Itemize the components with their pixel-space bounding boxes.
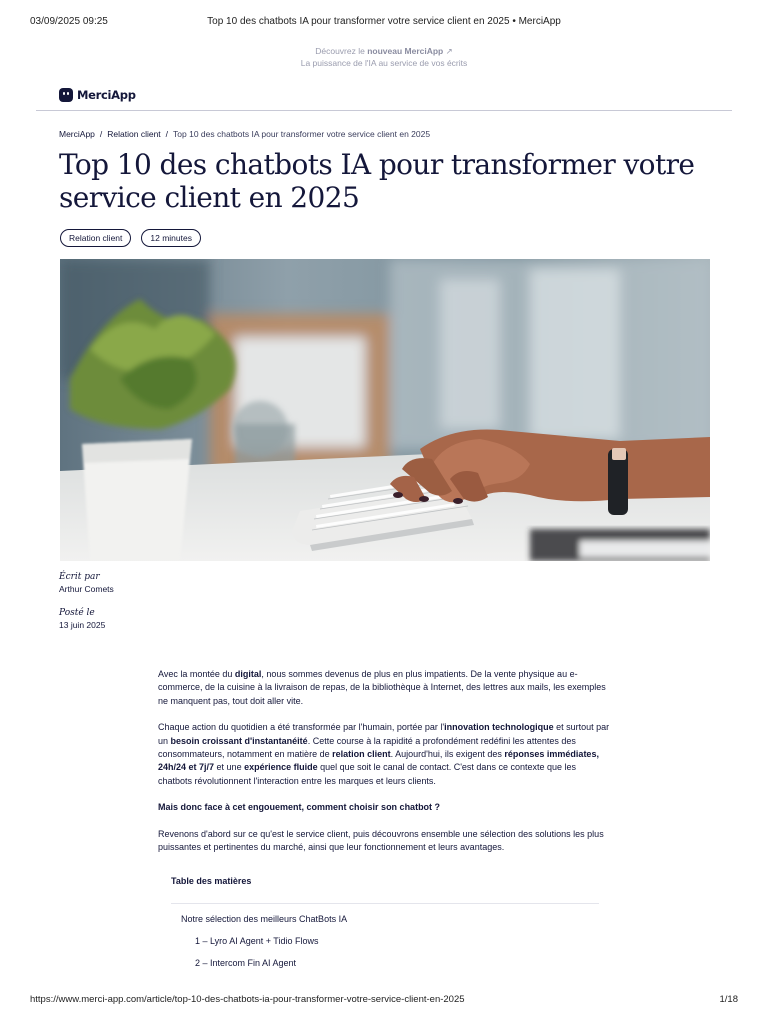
- body-text: quel que soit le canal de contact. C'est dans ce contexte que les chatbots révolutionnent l'interaction entre les marques et leurs clients.: [158, 762, 576, 786]
- emphasis-text: besoin croissant d'instantanéité: [170, 735, 308, 746]
- author-label: Écrit par: [59, 572, 100, 582]
- print-page-title: Top 10 des chatbots IA pour transformer votre service client en 2025 • MerciApp: [207, 16, 561, 27]
- merciapp-logo[interactable]: [59, 88, 136, 102]
- paragraph-2: [158, 721, 612, 788]
- promo-tagline: La puissance de l'IA au service de vos écrits: [300, 58, 468, 68]
- paragraph-1: [158, 668, 612, 708]
- body-text: . Cette course à la rapidité a profondément redéfini les attentes des consommateurs, notamment en matière de: [158, 735, 576, 760]
- body-text: et une: [214, 762, 245, 773]
- print-datetime: 03/09/2025 09:25: [30, 16, 108, 27]
- body-text: . Aujourd'hui, ils exigent des: [390, 749, 505, 760]
- article-body: [158, 668, 612, 867]
- author-block: [59, 572, 114, 594]
- tag-reading-time: 12 minutes: [141, 229, 201, 247]
- logo-text: MerciApp: [77, 88, 136, 102]
- toc-item-2[interactable]: 2 – Intercom Fin AI Agent: [195, 958, 297, 968]
- post-date: 13 juin 2025: [59, 620, 106, 630]
- smiley-logo-icon: [59, 88, 73, 102]
- header-divider: [36, 110, 732, 111]
- breadcrumb-separator: /: [99, 129, 103, 139]
- body-text: et surtout par un: [158, 722, 610, 746]
- toc-item-1[interactable]: 1 – Lyro AI Agent + Tidio Flows: [195, 936, 319, 946]
- breadcrumb-current: Top 10 des chatbots IA pour transformer votre service client en 2025: [173, 129, 431, 139]
- breadcrumb-category[interactable]: Relation client: [107, 129, 161, 139]
- toc-title: Table des matières: [171, 876, 252, 886]
- body-text: Avec la montée du: [158, 669, 235, 679]
- toc-divider: [171, 903, 599, 904]
- article-tags: [60, 229, 201, 247]
- table-of-contents: [171, 876, 599, 968]
- breadcrumb: [59, 129, 430, 139]
- date-label: Posté le: [59, 608, 95, 618]
- promo-link[interactable]: nouveau MerciApp: [367, 46, 444, 56]
- emphasis-text: réponses immédiates, 24h/24 et 7j/7: [158, 749, 599, 773]
- emphasis-text: digital: [234, 669, 262, 679]
- hero-image: [60, 259, 710, 561]
- tag-category[interactable]: Relation client: [60, 229, 131, 247]
- paragraph-3: [158, 801, 612, 814]
- author-name: Arthur Comets: [59, 584, 114, 594]
- emphasis-text: innovation technologique: [444, 722, 554, 733]
- page-number: 1/18: [719, 994, 738, 1005]
- typing-on-keyboard-photo: [60, 259, 710, 561]
- emphasis-text: Mais donc face à cet engouement, comment choisir son chatbot ?: [158, 802, 441, 813]
- promo-prefix: Découvrez le: [315, 46, 368, 56]
- breadcrumb-home[interactable]: MerciApp: [59, 129, 95, 139]
- page-title: Top 10 des chatbots IA pour transformer votre service client en 2025: [59, 148, 695, 214]
- print-footer: [30, 994, 738, 1006]
- toc-section-link[interactable]: Notre sélection des meilleurs ChatBots IA: [181, 914, 348, 924]
- breadcrumb-separator: /: [165, 129, 169, 139]
- emphasis-text: relation client: [332, 749, 391, 760]
- body-text: Chaque action du quotidien a été transformée par l'humain, portée par l': [158, 722, 445, 733]
- external-link-icon: ↗: [445, 46, 453, 56]
- emphasis-text: expérience fluide: [244, 762, 318, 773]
- date-block: [59, 608, 105, 630]
- page-url: https://www.merci-app.com/article/top-10-des-chatbots-ia-pour-transformer-votre-service-client-en-2025: [30, 994, 465, 1005]
- print-header: [30, 16, 738, 32]
- body-text: Revenons d'abord sur ce qu'est le service client, puis découvrons ensemble une sélection des solutions les plus puissantes et pertinentes du marché, ainsi que leur fonctionnement et leurs avantages.: [158, 828, 604, 853]
- body-text: , nous sommes devenus de plus en plus impatients. De la vente physique au e-commerce, de la cuisine à la livraison de repas, de la bibliothèque à Internet, des lettres aux mails, les exemples ne manquent pas, tout doit aller vite.: [158, 669, 606, 706]
- paragraph-4: [158, 828, 612, 855]
- promo-banner[interactable]: [0, 45, 768, 69]
